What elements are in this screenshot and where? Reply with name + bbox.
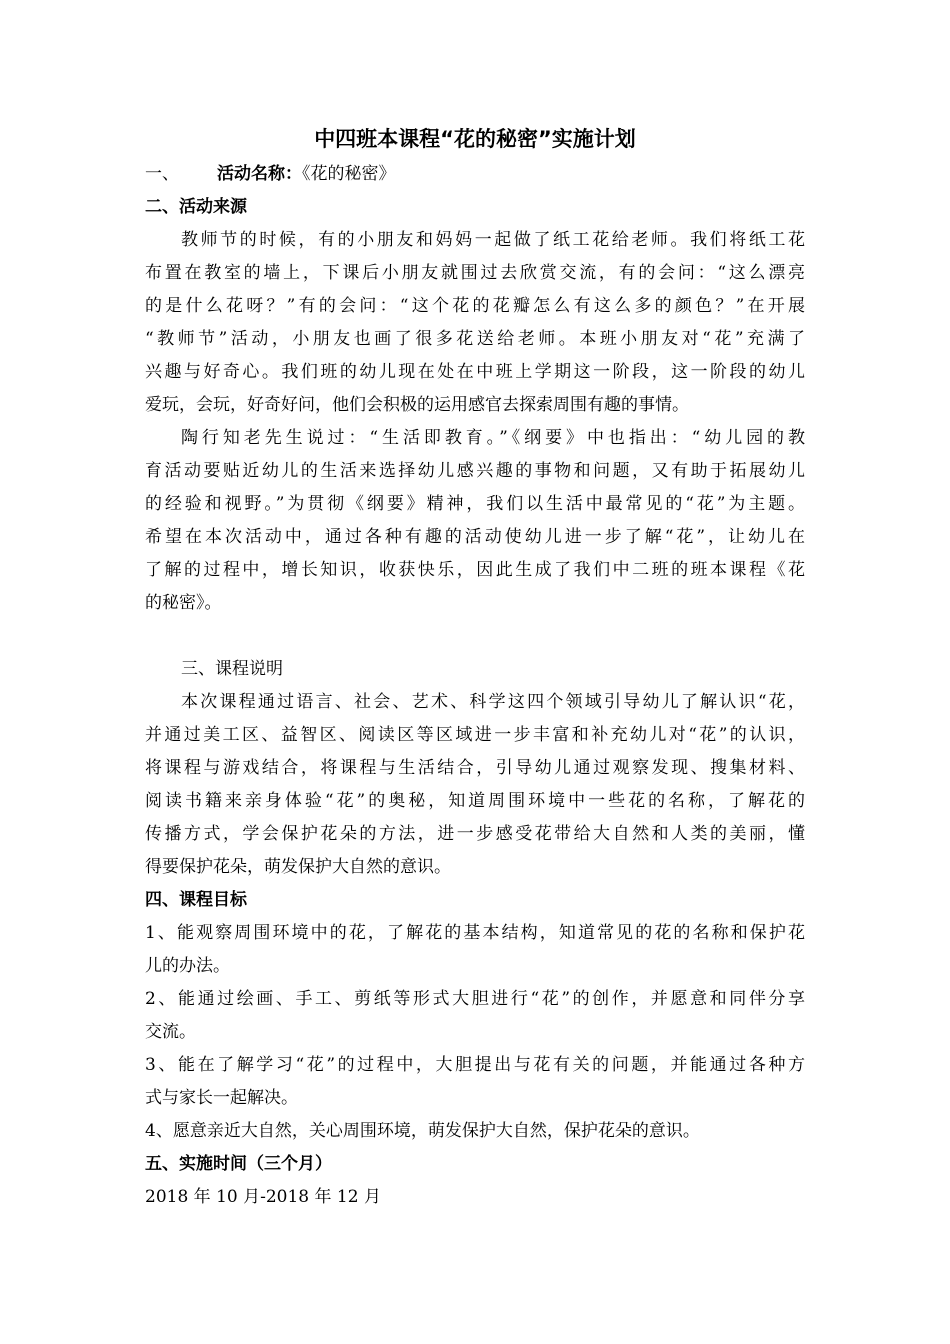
paragraph-line: 并通过美工区、益智区、阅读区等区域进一步丰富和补充幼儿对“花”的认识， bbox=[145, 725, 805, 745]
goal-line: 儿的办法。 bbox=[145, 956, 230, 976]
section-1-number: 一、 bbox=[145, 164, 179, 184]
blank-line bbox=[145, 620, 805, 653]
section-3-heading: 三、课程说明 bbox=[181, 659, 283, 679]
paragraph-line: 陶行知老先生说过：“生活即教育。”《纲要》中也指出：“幼儿园的教 bbox=[181, 428, 805, 448]
goal-line: 1、能观察周围环境中的花，了解花的基本结构，知道常见的花的名称和保护花 bbox=[145, 923, 805, 943]
paragraph-line: 的是什么花呀？”有的会问：“这个花的花瓣怎么有这么多的颜色？”在开展 bbox=[145, 296, 805, 316]
paragraph-line: 了解的过程中，增长知识，收获快乐，因此生成了我们中二班的班本课程《花 bbox=[145, 560, 805, 580]
paragraph-line: 希望在本次活动中，通过各种有趣的活动使幼儿进一步了解“花”，让幼儿在 bbox=[145, 527, 805, 547]
paragraph-line: “教师节”活动，小朋友也画了很多花送给老师。本班小朋友对“花”充满了 bbox=[145, 329, 805, 349]
section-4-heading: 四、课程目标 bbox=[145, 890, 247, 910]
goal-line: 3、能在了解学习“花”的过程中，大胆提出与花有关的问题，并能通过各种方 bbox=[145, 1055, 805, 1075]
goal-line: 2、能通过绘画、手工、剪纸等形式大胆进行“花”的创作，并愿意和同伴分享 bbox=[145, 989, 805, 1009]
paragraph-line: 的经验和视野。”为贯彻《纲要》精神，我们以生活中最常见的“花”为主题。 bbox=[145, 494, 805, 514]
section-2-heading: 二、活动来源 bbox=[145, 197, 247, 217]
document-body bbox=[145, 158, 805, 1214]
paragraph-line: 得要保护花朵，萌发保护大自然的意识。 bbox=[145, 857, 451, 877]
paragraph-line: 布置在教室的墙上，下课后小朋友就围过去欣赏交流，有的会问：“这么漂亮 bbox=[145, 263, 805, 283]
paragraph-line: 传播方式，学会保护花朵的方法，进一步感受花带给大自然和人类的美丽，懂 bbox=[145, 824, 805, 844]
goal-line: 4、愿意亲近大自然，关心周围环境，萌发保护大自然，保护花朵的意识。 bbox=[145, 1121, 700, 1141]
paragraph-line: 的秘密》。 bbox=[145, 593, 222, 613]
paragraph-line: 兴趣与好奇心。我们班的幼儿现在处在中班上学期这一阶段，这一阶段的幼儿 bbox=[145, 362, 805, 382]
activity-name-label: 活动名称： bbox=[217, 164, 302, 184]
goal-line: 式与家长一起解决。 bbox=[145, 1088, 298, 1108]
paragraph-line: 育活动要贴近幼儿的生活来选择幼儿感兴趣的事物和问题，又有助于拓展幼儿 bbox=[145, 461, 805, 481]
activity-name-value: 《花的秘密》 bbox=[302, 164, 396, 184]
paragraph-line: 教师节的时候，有的小朋友和妈妈一起做了纸工花给老师。我们将纸工花 bbox=[181, 230, 805, 250]
paragraph-line: 本次课程通过语言、社会、艺术、科学这四个领域引导幼儿了解认识“花， bbox=[181, 692, 805, 712]
goal-line: 交流。 bbox=[145, 1022, 196, 1042]
paragraph-line: 阅读书籍来亲身体验“花”的奥秘，知道周围环境中一些花的名称，了解花的 bbox=[145, 791, 805, 811]
implementation-period: 2018 年 10 月-2018 年 12 月 bbox=[145, 1187, 381, 1207]
section-5-heading: 五、实施时间（三个月） bbox=[145, 1154, 332, 1174]
paragraph-line: 爱玩，会玩，好奇好问，他们会积极的运用感官去探索周围有趣的事情。 bbox=[145, 395, 689, 415]
activity-name-line bbox=[145, 158, 805, 191]
document-title: 中四班本课程“花的秘密”实施计划 bbox=[314, 127, 636, 151]
paragraph-line: 将课程与游戏结合，将课程与生活结合，引导幼儿通过观察发现、搜集材料、 bbox=[145, 758, 805, 778]
